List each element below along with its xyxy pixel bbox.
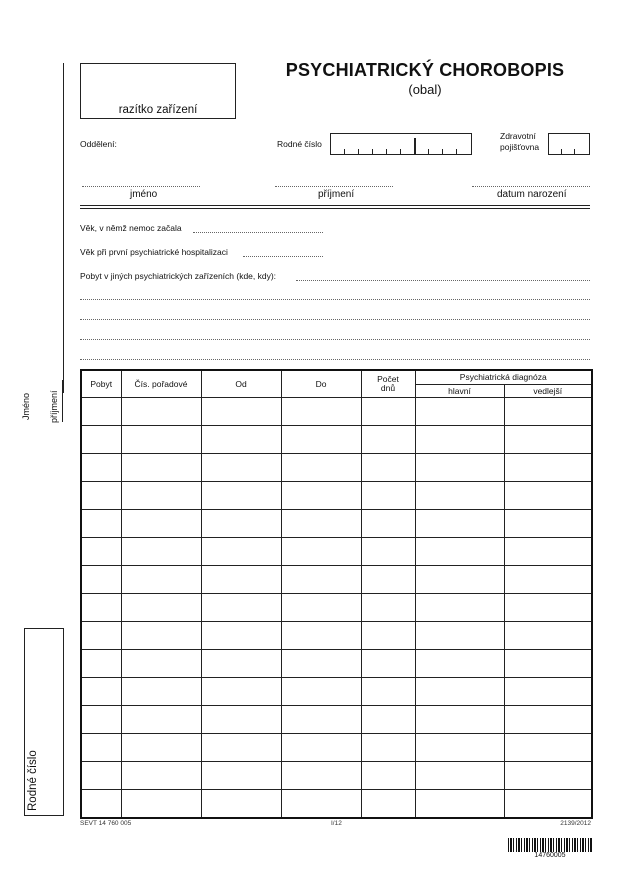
table-cell[interactable] xyxy=(415,677,504,705)
table-cell[interactable] xyxy=(201,705,281,733)
table-cell[interactable] xyxy=(201,789,281,818)
table-cell[interactable] xyxy=(201,397,281,425)
col-days-line1: Počet xyxy=(377,373,399,384)
table-cell[interactable] xyxy=(81,509,121,537)
table-cell[interactable] xyxy=(504,593,592,621)
table-cell[interactable] xyxy=(361,705,415,733)
table-cell[interactable] xyxy=(201,509,281,537)
table-cell[interactable] xyxy=(121,397,201,425)
table-cell[interactable] xyxy=(281,677,361,705)
age-onset-label: Věk, v němž nemoc začala xyxy=(80,223,182,233)
col-days xyxy=(361,370,415,397)
table-cell[interactable] xyxy=(201,537,281,565)
divider xyxy=(80,208,590,209)
table-cell[interactable] xyxy=(415,705,504,733)
table-row xyxy=(81,761,592,789)
birth-number-label: Rodné číslo xyxy=(277,139,322,149)
table-cell[interactable] xyxy=(81,621,121,649)
table-cell[interactable] xyxy=(504,537,592,565)
margin-line xyxy=(63,63,64,393)
table-cell[interactable] xyxy=(361,733,415,761)
table-cell[interactable] xyxy=(81,677,121,705)
table-cell[interactable] xyxy=(281,453,361,481)
birth-date-line[interactable] xyxy=(472,186,590,187)
insurer-label-line1: Zdravotní xyxy=(500,131,536,141)
table-cell[interactable] xyxy=(81,733,121,761)
table-cell[interactable] xyxy=(121,621,201,649)
table-cell[interactable] xyxy=(81,565,121,593)
table-cell[interactable] xyxy=(281,705,361,733)
table-cell[interactable] xyxy=(201,649,281,677)
col-secondary: vedlejší xyxy=(504,384,592,397)
table-cell[interactable] xyxy=(361,453,415,481)
table-cell[interactable] xyxy=(415,649,504,677)
page-title: PSYCHIATRICKÝ CHOROBOPIS xyxy=(285,60,565,80)
department-label: Oddělení: xyxy=(80,139,117,149)
table-cell[interactable] xyxy=(81,537,121,565)
surname-label: příjmení xyxy=(318,189,355,200)
table-cell[interactable] xyxy=(361,649,415,677)
footer-number: 2139/2012 xyxy=(560,820,591,827)
table-cell[interactable] xyxy=(504,425,592,453)
table-cell[interactable] xyxy=(504,509,592,537)
sidebar-name-line xyxy=(62,380,63,422)
table-cell[interactable] xyxy=(361,537,415,565)
table-cell[interactable] xyxy=(415,425,504,453)
birth-date-label: datum narození xyxy=(497,189,567,200)
table-cell[interactable] xyxy=(201,481,281,509)
table-cell[interactable] xyxy=(415,537,504,565)
table-cell[interactable] xyxy=(504,649,592,677)
table-cell[interactable] xyxy=(281,593,361,621)
table-cell[interactable] xyxy=(504,677,592,705)
table-cell[interactable] xyxy=(504,565,592,593)
table-cell[interactable] xyxy=(361,593,415,621)
table-cell[interactable] xyxy=(121,425,201,453)
col-main: hlavní xyxy=(415,384,504,397)
col-stay: Pobyt xyxy=(81,370,121,397)
table-cell[interactable] xyxy=(201,453,281,481)
table-cell[interactable] xyxy=(415,565,504,593)
table-cell[interactable] xyxy=(121,789,201,818)
table-row xyxy=(81,677,592,705)
table-row xyxy=(81,509,592,537)
other-facilities-label: Pobyt v jiných psychiatrických zařízeních (kde, kdy): xyxy=(80,271,277,281)
table-cell[interactable] xyxy=(121,593,201,621)
other-facilities-line[interactable] xyxy=(296,280,590,281)
other-facilities-line[interactable] xyxy=(80,319,590,320)
divider xyxy=(80,205,590,206)
sidebar-birth-number: Rodné číslo xyxy=(27,750,39,811)
table-cell[interactable] xyxy=(281,789,361,818)
table-cell[interactable] xyxy=(504,621,592,649)
table-cell[interactable] xyxy=(504,705,592,733)
age-first-hosp-line[interactable] xyxy=(243,256,323,257)
table-row xyxy=(81,565,592,593)
table-cell[interactable] xyxy=(81,453,121,481)
table-cell[interactable] xyxy=(201,593,281,621)
page-subtitle: (obal) xyxy=(408,82,442,97)
footer-version: I/12 xyxy=(331,820,342,827)
table-row xyxy=(81,481,592,509)
insurer-label xyxy=(500,131,539,153)
table-cell[interactable] xyxy=(504,453,592,481)
col-to: Do xyxy=(281,370,361,397)
table-row xyxy=(81,397,592,425)
table-row xyxy=(81,705,592,733)
table-cell[interactable] xyxy=(281,649,361,677)
table-cell[interactable] xyxy=(415,761,504,789)
table-cell[interactable] xyxy=(504,733,592,761)
table-cell[interactable] xyxy=(361,397,415,425)
table-cell[interactable] xyxy=(201,565,281,593)
table-cell[interactable] xyxy=(81,481,121,509)
table-cell[interactable] xyxy=(504,481,592,509)
table-row xyxy=(81,593,592,621)
col-from: Od xyxy=(201,370,281,397)
table-cell[interactable] xyxy=(201,425,281,453)
table-cell[interactable] xyxy=(81,593,121,621)
table-cell[interactable] xyxy=(415,593,504,621)
stamp-box xyxy=(80,63,236,119)
table-cell[interactable] xyxy=(361,565,415,593)
table-cell[interactable] xyxy=(281,509,361,537)
table-cell[interactable] xyxy=(81,705,121,733)
table-row xyxy=(81,537,592,565)
footer-code: SEVT 14 760 005 xyxy=(80,820,132,827)
table-cell[interactable] xyxy=(201,621,281,649)
first-name-line[interactable] xyxy=(82,186,200,187)
sidebar-surname: příjmení xyxy=(49,390,59,423)
table-cell[interactable] xyxy=(361,425,415,453)
sidebar-birth-number-box[interactable] xyxy=(24,628,64,816)
table-cell[interactable] xyxy=(201,761,281,789)
table-row xyxy=(81,453,592,481)
table-cell[interactable] xyxy=(281,425,361,453)
table-cell[interactable] xyxy=(281,761,361,789)
table-cell[interactable] xyxy=(415,789,504,818)
other-facilities-line[interactable] xyxy=(80,359,590,360)
table-cell[interactable] xyxy=(415,733,504,761)
insurer-field[interactable] xyxy=(548,133,590,155)
table-cell[interactable] xyxy=(281,537,361,565)
table-cell[interactable] xyxy=(81,789,121,818)
other-facilities-line[interactable] xyxy=(80,339,590,340)
table-cell[interactable] xyxy=(361,509,415,537)
table-cell[interactable] xyxy=(361,789,415,818)
table-cell[interactable] xyxy=(361,761,415,789)
table-cell[interactable] xyxy=(121,677,201,705)
col-diagnosis: Psychiatrická diagnóza xyxy=(415,370,592,384)
table-cell[interactable] xyxy=(201,677,281,705)
table-cell[interactable] xyxy=(281,733,361,761)
stamp-label: razítko zařízení xyxy=(118,104,198,116)
table-cell[interactable] xyxy=(415,621,504,649)
table-cell[interactable] xyxy=(281,565,361,593)
table-cell[interactable] xyxy=(415,509,504,537)
table-row xyxy=(81,789,592,818)
birth-number-field[interactable] xyxy=(330,133,472,155)
table-cell[interactable] xyxy=(415,481,504,509)
age-onset-line[interactable] xyxy=(193,232,323,233)
table-cell[interactable] xyxy=(361,621,415,649)
barcode xyxy=(508,838,592,852)
table-row xyxy=(81,425,592,453)
table-cell[interactable] xyxy=(81,397,121,425)
table-row xyxy=(81,649,592,677)
stay-table xyxy=(80,369,593,819)
col-seq: Čís. pořadové xyxy=(121,370,201,397)
table-cell[interactable] xyxy=(121,537,201,565)
table-cell[interactable] xyxy=(121,733,201,761)
table-row xyxy=(81,733,592,761)
col-days-line2: dnů xyxy=(380,382,396,393)
table-row xyxy=(81,621,592,649)
table-cell[interactable] xyxy=(121,705,201,733)
table-cell[interactable] xyxy=(121,761,201,789)
table-cell[interactable] xyxy=(121,453,201,481)
table-cell[interactable] xyxy=(81,425,121,453)
barcode-number: 14760005 xyxy=(534,852,566,859)
table-cell[interactable] xyxy=(121,649,201,677)
other-facilities-line[interactable] xyxy=(80,299,590,300)
first-name-label: jméno xyxy=(130,189,158,200)
table-cell[interactable] xyxy=(121,509,201,537)
table-cell[interactable] xyxy=(121,481,201,509)
sidebar-first-name: Jméno xyxy=(21,392,31,420)
table-cell[interactable] xyxy=(121,565,201,593)
table-cell[interactable] xyxy=(504,789,592,818)
table-cell[interactable] xyxy=(504,761,592,789)
table-cell[interactable] xyxy=(415,397,504,425)
table-cell[interactable] xyxy=(281,481,361,509)
surname-line[interactable] xyxy=(275,186,393,187)
table-cell[interactable] xyxy=(281,621,361,649)
table-cell[interactable] xyxy=(361,481,415,509)
table-cell[interactable] xyxy=(504,397,592,425)
insurer-label-line2: pojišťovna xyxy=(500,142,540,152)
table-cell[interactable] xyxy=(361,677,415,705)
age-first-hosp-label: Věk při první psychiatrické hospitalizaci xyxy=(80,247,228,257)
table-cell[interactable] xyxy=(201,733,281,761)
table-cell[interactable] xyxy=(81,649,121,677)
table-cell[interactable] xyxy=(81,761,121,789)
table-cell[interactable] xyxy=(415,453,504,481)
table-cell[interactable] xyxy=(281,397,361,425)
